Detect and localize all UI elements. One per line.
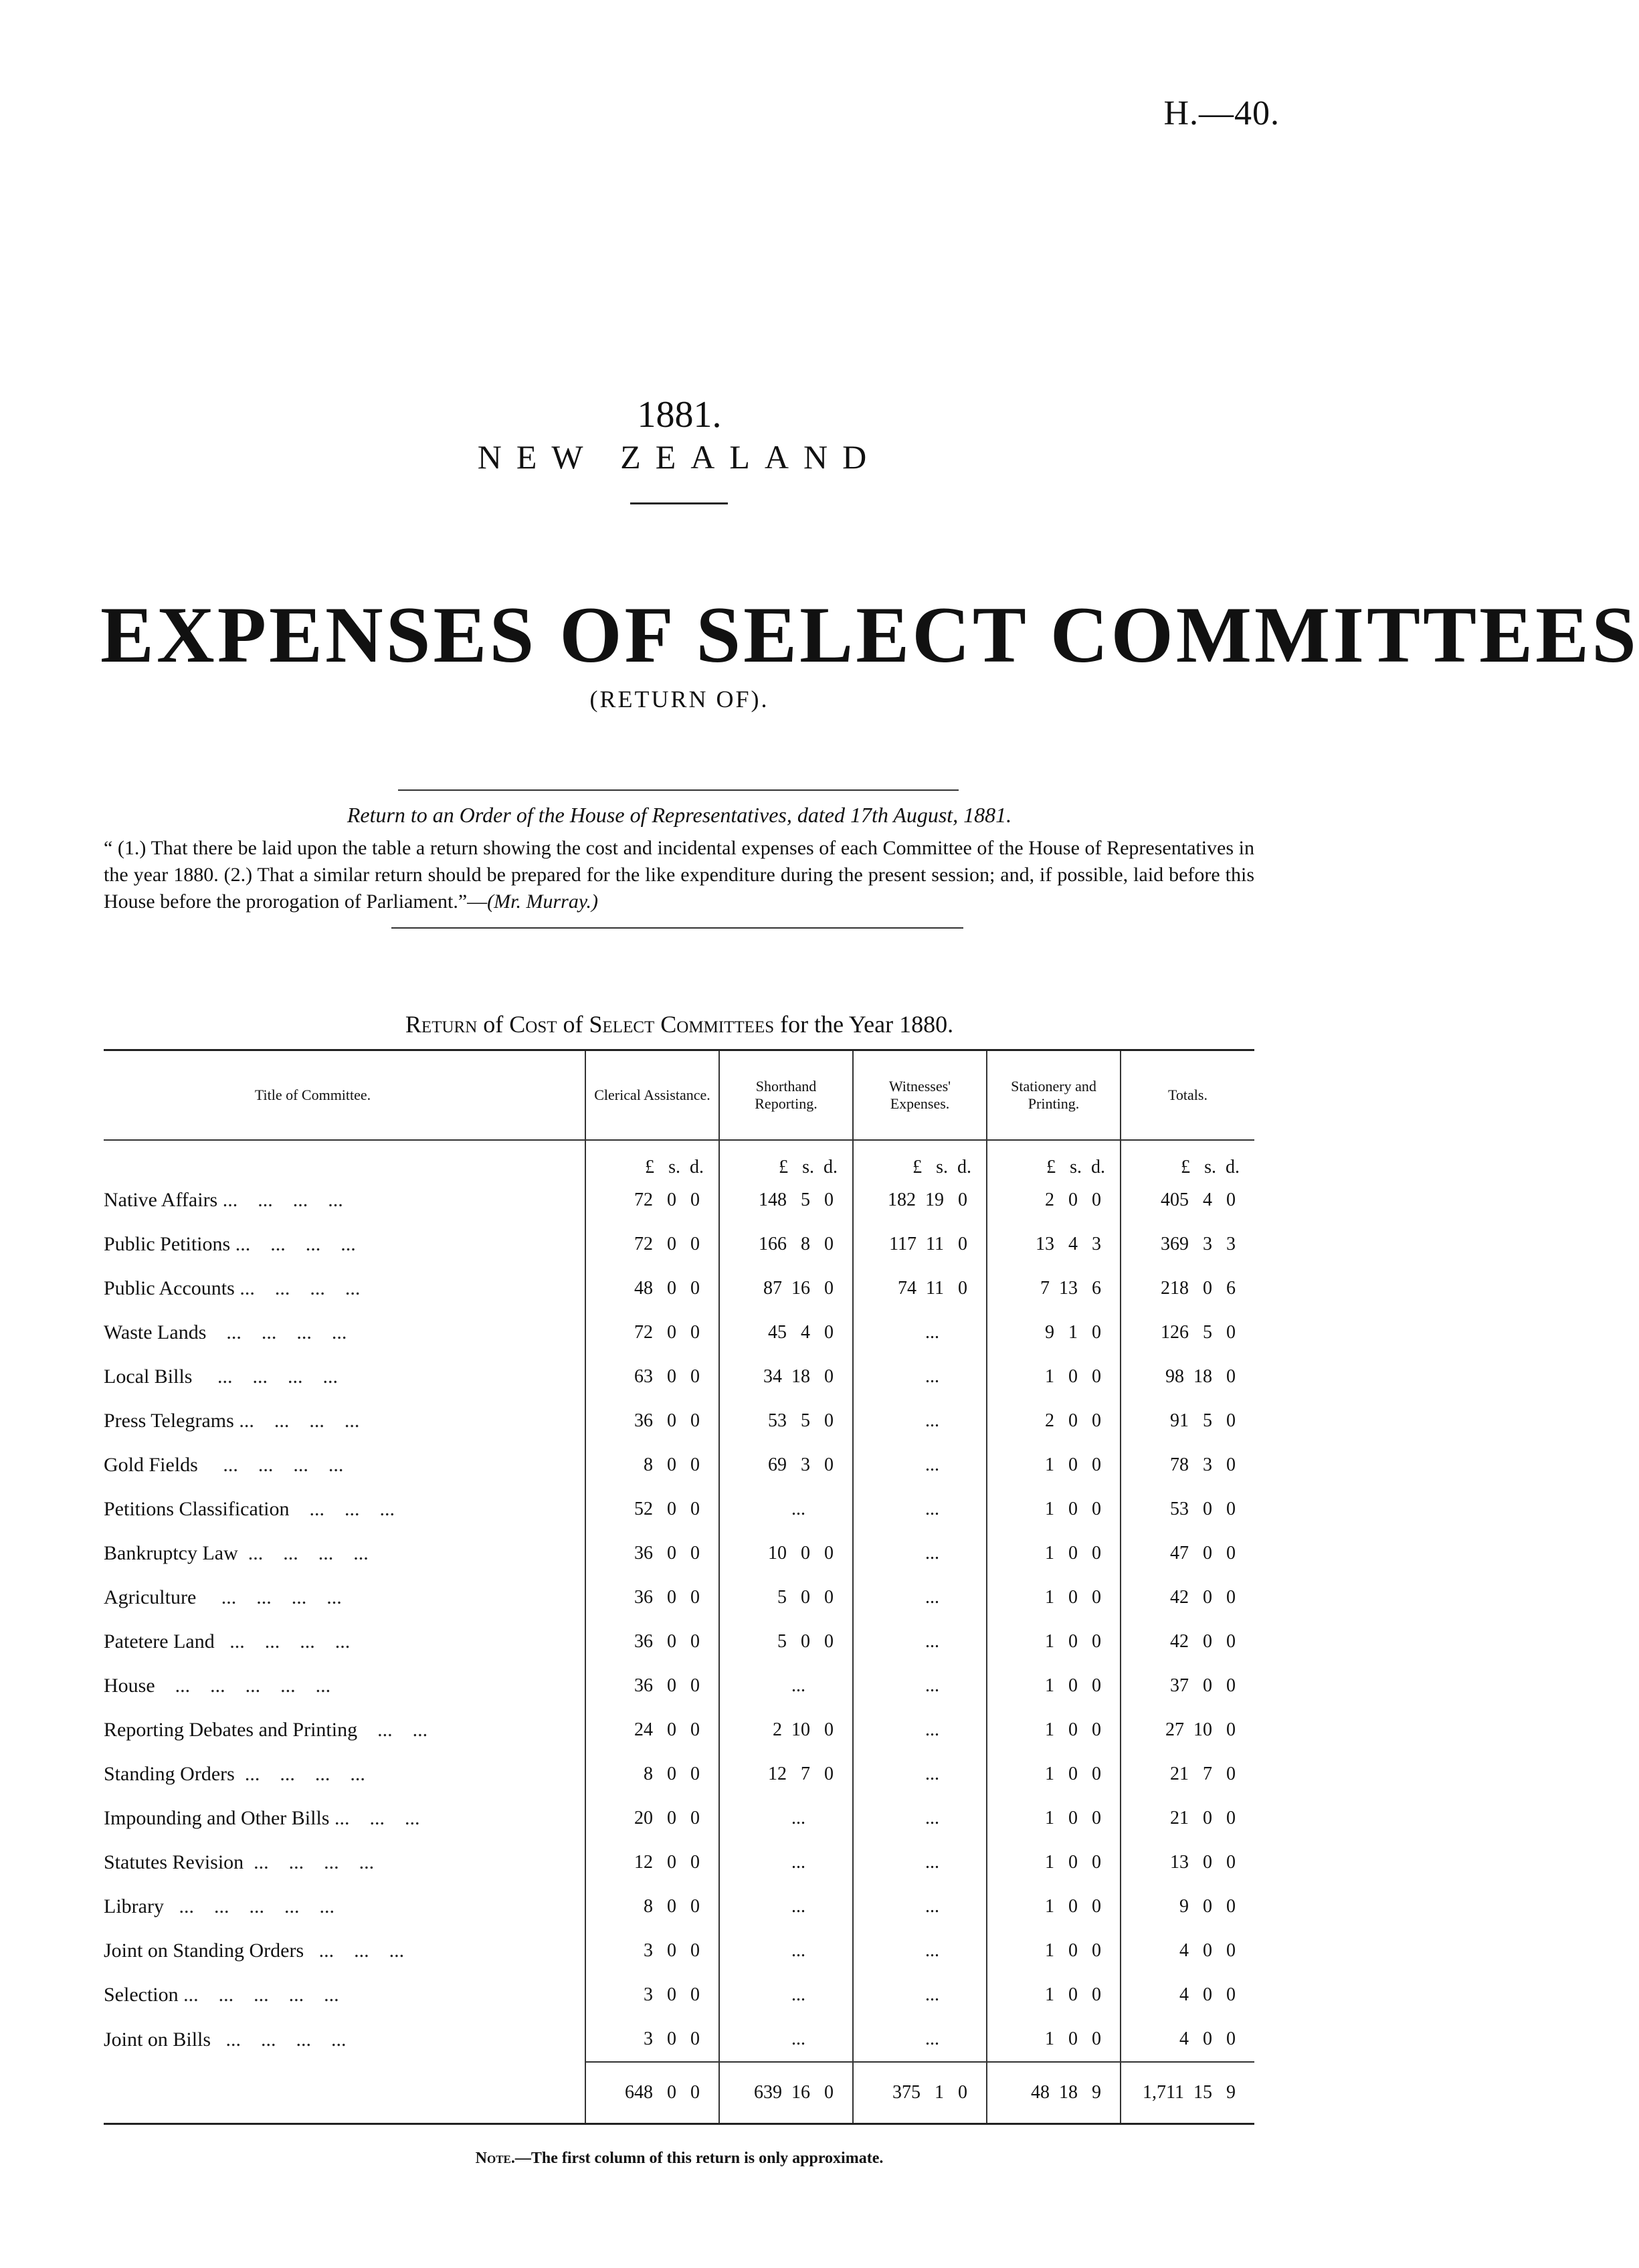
leader-dots: ... ... ... ... (244, 1851, 375, 1873)
stationery-cell: 1 0 0 (987, 1885, 1121, 1929)
order-body: “ (1.) That there be laid upon the table a return showing the cost and incidental expenses of each Committee of the House of Representatives in the year 1880. (2.) That a similar return should be prepared for the like expenditure during the present session; and, if possible, laid before this House before the prorogation of Parliament.”— (104, 837, 1254, 913)
total-cell: 91 5 0 (1121, 1399, 1254, 1443)
committee-name (104, 1576, 585, 1620)
footnote-text: —The first column of this return is only approximate. (514, 2150, 884, 2167)
table-title-part: for the Year 1880. (774, 1011, 954, 1038)
shorthand-cell: 12 7 0 (719, 1752, 853, 1796)
committee-name-text: Native Affairs (104, 1189, 218, 1211)
divider-rule (630, 502, 728, 504)
leader-dots: ... ... ... ... (233, 1410, 360, 1432)
footnote (0, 2150, 1359, 2168)
table-row (104, 1929, 1254, 1973)
shorthand-cell: 45 4 0 (719, 1311, 853, 1355)
column-header-totals: Totals. (1121, 1050, 1254, 1141)
leader-dots: ... ... ... ... ... (178, 1984, 339, 2006)
footnote-label: Note. (475, 2150, 515, 2167)
table-row (104, 1178, 1254, 1222)
divider-rule (398, 789, 959, 791)
page-subtitle: (RETURN OF). (589, 686, 769, 713)
units-spacer (104, 1140, 585, 1178)
shorthand-cell: 148 5 0 (719, 1178, 853, 1222)
clerical-cell: 72 0 0 (585, 1311, 719, 1355)
witnesses-cell: ... (853, 1443, 987, 1487)
committee-name-text: Petitions Classification (104, 1498, 290, 1520)
shorthand-cell: 53 5 0 (719, 1399, 853, 1443)
column-header-title: Title of Committee. (104, 1050, 585, 1141)
leader-dots: ... ... ... ... (234, 1763, 365, 1785)
committee-name-text: Local Bills (104, 1365, 193, 1388)
committee-name-text: Waste Lands (104, 1321, 207, 1343)
shorthand-cell: ... (719, 2017, 853, 2062)
units-cell: £ s. d. (719, 1140, 853, 1178)
table-row (104, 1222, 1254, 1266)
committee-name-text: Library (104, 1895, 164, 1917)
clerical-cell: 24 0 0 (585, 1708, 719, 1752)
table-title-part: Return (405, 1011, 478, 1038)
grand-total-clerical: 648 0 0 (585, 2062, 719, 2124)
committee-name-text: Agriculture (104, 1586, 197, 1608)
total-cell: 9 0 0 (1121, 1885, 1254, 1929)
table-row (104, 1355, 1254, 1399)
witnesses-cell: ... (853, 1708, 987, 1752)
stationery-cell: 2 0 0 (987, 1178, 1121, 1222)
table-title (0, 1010, 1359, 1038)
committee-name (104, 1708, 585, 1752)
clerical-cell: 36 0 0 (585, 1620, 719, 1664)
clerical-cell: 20 0 0 (585, 1796, 719, 1840)
witnesses-cell: ... (853, 1531, 987, 1576)
grand-total-witnesses: 375 1 0 (853, 2062, 987, 2124)
units-cell: £ s. d. (987, 1140, 1121, 1178)
total-cell: 98 18 0 (1121, 1355, 1254, 1399)
shorthand-cell: 69 3 0 (719, 1443, 853, 1487)
total-cell: 4 0 0 (1121, 1973, 1254, 2017)
shorthand-cell: ... (719, 1796, 853, 1840)
committee-name-text: Joint on Bills (104, 2028, 211, 2051)
page-reference: H.—40. (1163, 94, 1280, 132)
committee-name-text: Joint on Standing Orders (104, 1940, 304, 1962)
clerical-cell: 12 0 0 (585, 1840, 719, 1885)
stationery-cell: 1 0 0 (987, 1620, 1121, 1664)
clerical-cell: 36 0 0 (585, 1531, 719, 1576)
stationery-cell: 1 0 0 (987, 1443, 1121, 1487)
total-cell: 42 0 0 (1121, 1576, 1254, 1620)
column-header-stationery: Stationery and Printing. (987, 1050, 1121, 1141)
table-title-part: of (557, 1011, 589, 1038)
page-title: EXPENSES OF SELECT COMMITTEES (100, 590, 1639, 679)
stationery-cell: 1 0 0 (987, 1840, 1121, 1885)
committee-name (104, 1752, 585, 1796)
shorthand-cell: ... (719, 1885, 853, 1929)
witnesses-cell: ... (853, 1929, 987, 1973)
committee-name (104, 1531, 585, 1576)
shorthand-cell: 34 18 0 (719, 1355, 853, 1399)
witnesses-cell: ... (853, 1752, 987, 1796)
stationery-cell: 1 0 0 (987, 2017, 1121, 2062)
witnesses-cell: ... (853, 1355, 987, 1399)
leader-dots: ... ... ... ... (214, 1630, 351, 1652)
table-row (104, 1487, 1254, 1531)
witnesses-cell: 117 11 0 (853, 1222, 987, 1266)
clerical-cell: 72 0 0 (585, 1178, 719, 1222)
units-cell: £ s. d. (585, 1140, 719, 1178)
committee-name (104, 1266, 585, 1311)
committee-name (104, 1929, 585, 1973)
total-cell: 21 0 0 (1121, 1796, 1254, 1840)
leader-dots: ... ... (357, 1719, 428, 1741)
clerical-cell: 72 0 0 (585, 1222, 719, 1266)
stationery-cell: 7 13 6 (987, 1266, 1121, 1311)
committee-name (104, 2017, 585, 2062)
witnesses-cell: ... (853, 1664, 987, 1708)
clerical-cell: 8 0 0 (585, 1443, 719, 1487)
table-row (104, 2017, 1254, 2062)
witnesses-cell: ... (853, 2017, 987, 2062)
witnesses-cell: ... (853, 1885, 987, 1929)
leader-dots: ... ... ... ... (211, 2028, 347, 2051)
stationery-cell: 1 0 0 (987, 1708, 1121, 1752)
shorthand-cell: ... (719, 1487, 853, 1531)
committee-name (104, 1487, 585, 1531)
total-cell: 218 0 6 (1121, 1266, 1254, 1311)
stationery-cell: 1 0 0 (987, 1752, 1121, 1796)
committee-name (104, 1399, 585, 1443)
stationery-cell: 1 0 0 (987, 1796, 1121, 1840)
witnesses-cell: ... (853, 1620, 987, 1664)
clerical-cell: 63 0 0 (585, 1355, 719, 1399)
witnesses-cell: ... (853, 1576, 987, 1620)
total-cell: 42 0 0 (1121, 1620, 1254, 1664)
committee-name-text: Patetere Land (104, 1630, 215, 1652)
leader-dots: ... ... ... (329, 1807, 420, 1829)
committee-name (104, 1443, 585, 1487)
table-row (104, 1531, 1254, 1576)
committee-name (104, 1355, 585, 1399)
table-row (104, 1664, 1254, 1708)
divider-rule (391, 927, 963, 929)
leader-dots: ... ... ... ... (234, 1277, 361, 1299)
stationery-cell: 13 4 3 (987, 1222, 1121, 1266)
table-title-part: Select Committees (589, 1011, 775, 1038)
committee-name (104, 1620, 585, 1664)
table-row (104, 1708, 1254, 1752)
committee-name-text: Gold Fields (104, 1454, 198, 1476)
witnesses-cell: ... (853, 1399, 987, 1443)
total-cell: 78 3 0 (1121, 1443, 1254, 1487)
total-cell: 47 0 0 (1121, 1531, 1254, 1576)
shorthand-cell: 166 8 0 (719, 1222, 853, 1266)
leader-dots: ... ... ... ... (237, 1542, 369, 1564)
shorthand-cell: 5 0 0 (719, 1620, 853, 1664)
document-year: 1881. (637, 394, 722, 436)
country-heading: NEW ZEALAND (477, 438, 882, 476)
total-cell: 4 0 0 (1121, 2017, 1254, 2062)
order-text (104, 835, 1254, 915)
witnesses-cell: 182 19 0 (853, 1178, 987, 1222)
stationery-cell: 1 0 0 (987, 1487, 1121, 1531)
total-cell: 13 0 0 (1121, 1840, 1254, 1885)
table-row (104, 1752, 1254, 1796)
table-title-part: Cost (509, 1011, 557, 1038)
stationery-cell: 9 1 0 (987, 1311, 1121, 1355)
clerical-cell: 3 0 0 (585, 1973, 719, 2017)
leader-dots: ... ... ... ... (206, 1321, 347, 1343)
committee-name-text: Selection (104, 1984, 179, 2006)
shorthand-cell: 2 10 0 (719, 1708, 853, 1752)
total-cell: 369 3 3 (1121, 1222, 1254, 1266)
units-cell: £ s. d. (853, 1140, 987, 1178)
shorthand-cell: 10 0 0 (719, 1531, 853, 1576)
total-cell: 126 5 0 (1121, 1311, 1254, 1355)
table-title-part: of (477, 1011, 510, 1038)
committee-name (104, 1885, 585, 1929)
stationery-cell: 1 0 0 (987, 1664, 1121, 1708)
total-cell: 53 0 0 (1121, 1487, 1254, 1531)
witnesses-cell: ... (853, 1973, 987, 2017)
table-row (104, 1266, 1254, 1311)
table-row (104, 1796, 1254, 1840)
order-mover: (Mr. Murray.) (487, 890, 598, 913)
committee-name (104, 1840, 585, 1885)
expenses-table (104, 1049, 1254, 2125)
committee-name-text: Public Petitions (104, 1233, 231, 1255)
committee-name-text: Public Accounts (104, 1277, 235, 1299)
units-row (104, 1140, 1254, 1178)
clerical-cell: 36 0 0 (585, 1576, 719, 1620)
totals-row (104, 2062, 1254, 2124)
shorthand-cell: ... (719, 1929, 853, 1973)
stationery-cell: 1 0 0 (987, 1576, 1121, 1620)
leader-dots: ... ... ... (289, 1498, 395, 1520)
clerical-cell: 52 0 0 (585, 1487, 719, 1531)
table-row (104, 1840, 1254, 1885)
shorthand-cell: ... (719, 1840, 853, 1885)
column-header-shorthand: Shorthand Reporting. (719, 1050, 853, 1141)
shorthand-cell: 5 0 0 (719, 1576, 853, 1620)
shorthand-cell: 87 16 0 (719, 1266, 853, 1311)
leader-dots: ... ... ... ... (192, 1365, 338, 1388)
leader-dots: ... ... ... ... (217, 1189, 343, 1211)
shorthand-cell: ... (719, 1664, 853, 1708)
committee-name-text: Statutes Revision (104, 1851, 244, 1873)
committee-name-text: Impounding and Other Bills (104, 1807, 330, 1829)
total-cell: 405 4 0 (1121, 1178, 1254, 1222)
witnesses-cell: ... (853, 1311, 987, 1355)
total-cell: 4 0 0 (1121, 1929, 1254, 1973)
grand-total-total: 1,711 15 9 (1121, 2062, 1254, 2124)
committee-name-text: House (104, 1675, 155, 1697)
column-header-clerical: Clerical Assistance. (585, 1050, 719, 1141)
table-row (104, 1885, 1254, 1929)
grand-total-stationery: 48 18 9 (987, 2062, 1121, 2124)
total-cell: 27 10 0 (1121, 1708, 1254, 1752)
committee-name (104, 1664, 585, 1708)
grand-total-shorthand: 639 16 0 (719, 2062, 853, 2124)
clerical-cell: 3 0 0 (585, 1929, 719, 1973)
table-row (104, 1311, 1254, 1355)
witnesses-cell: ... (853, 1840, 987, 1885)
leader-dots: ... ... ... ... (230, 1233, 356, 1255)
leader-dots: ... ... ... (304, 1940, 405, 1962)
table-row (104, 1620, 1254, 1664)
committee-name (104, 1311, 585, 1355)
stationery-cell: 1 0 0 (987, 1355, 1121, 1399)
units-cell: £ s. d. (1121, 1140, 1254, 1178)
stationery-cell: 1 0 0 (987, 1929, 1121, 1973)
total-cell: 37 0 0 (1121, 1664, 1254, 1708)
witnesses-cell: ... (853, 1796, 987, 1840)
leader-dots: ... ... ... ... (197, 1454, 344, 1476)
witnesses-cell: ... (853, 1487, 987, 1531)
table-row (104, 1443, 1254, 1487)
committee-name (104, 1973, 585, 2017)
table-header-row (104, 1050, 1254, 1141)
committee-name (104, 1178, 585, 1222)
committee-name (104, 1796, 585, 1840)
leader-dots: ... ... ... ... (196, 1586, 342, 1608)
witnesses-cell: 74 11 0 (853, 1266, 987, 1311)
clerical-cell: 8 0 0 (585, 1752, 719, 1796)
committee-name-text: Standing Orders (104, 1763, 235, 1785)
table-row (104, 1399, 1254, 1443)
stationery-cell: 1 0 0 (987, 1531, 1121, 1576)
column-header-witnesses: Witnesses' Expenses. (853, 1050, 987, 1141)
committee-name-text: Reporting Debates and Printing (104, 1719, 358, 1741)
clerical-cell: 36 0 0 (585, 1399, 719, 1443)
clerical-cell: 48 0 0 (585, 1266, 719, 1311)
stationery-cell: 1 0 0 (987, 1973, 1121, 2017)
shorthand-cell: ... (719, 1973, 853, 2017)
committee-name-text: Bankruptcy Law (104, 1542, 238, 1564)
leader-dots: ... ... ... ... ... (163, 1895, 334, 1917)
clerical-cell: 36 0 0 (585, 1664, 719, 1708)
committee-name-text: Press Telegrams (104, 1410, 234, 1432)
committee-name (104, 1222, 585, 1266)
stationery-cell: 2 0 0 (987, 1399, 1121, 1443)
clerical-cell: 3 0 0 (585, 2017, 719, 2062)
total-cell: 21 7 0 (1121, 1752, 1254, 1796)
totals-spacer (104, 2062, 585, 2124)
clerical-cell: 8 0 0 (585, 1885, 719, 1929)
table-row (104, 1576, 1254, 1620)
order-heading: Return to an Order of the House of Representatives, dated 17th August, 1881. (347, 803, 1012, 827)
table-row (104, 1973, 1254, 2017)
leader-dots: ... ... ... ... ... (155, 1675, 331, 1697)
